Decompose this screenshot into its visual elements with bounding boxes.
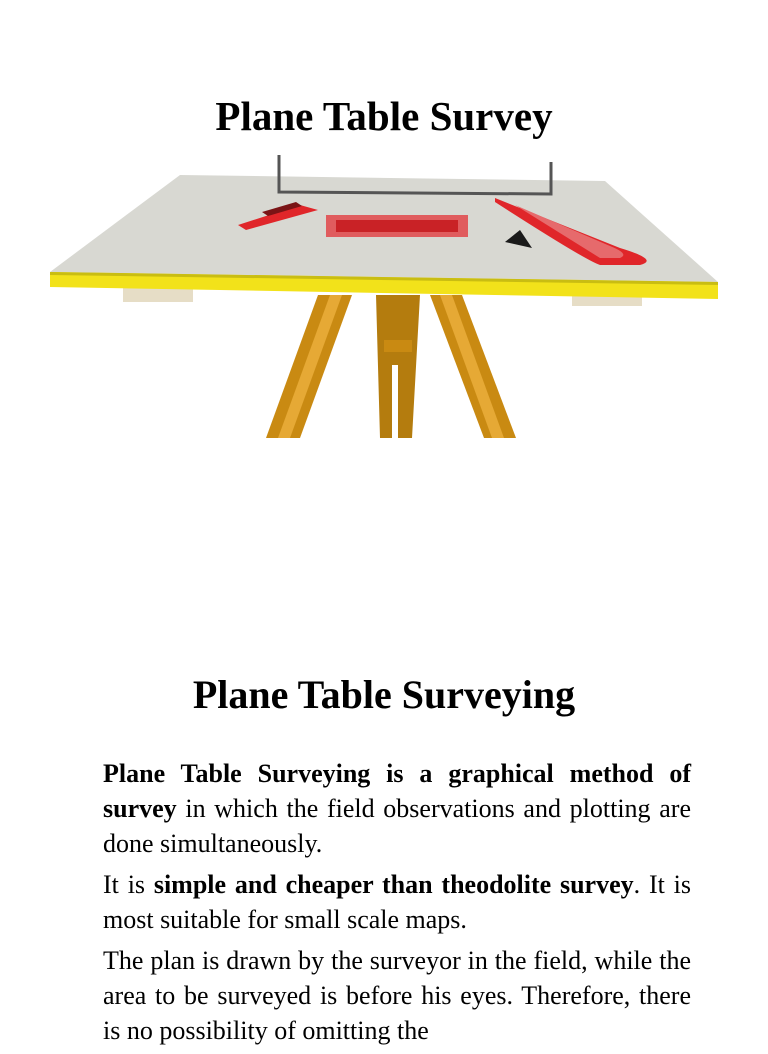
definition-bold: Plane Table Surveying is a graphical method of survey (103, 759, 691, 823)
plan-text: The plan is drawn by the surveyor in the field, while the area to be surveyed is before his eyes. Therefore, there is no possibility of omitting the (103, 946, 691, 1045)
slide-title: Plane Table Survey (215, 93, 553, 139)
cost-bold: simple and cheaper than theodolite survey (153, 870, 634, 899)
tripod-legs (266, 295, 516, 438)
board-foot-left (123, 288, 193, 302)
paragraph-definition (103, 756, 691, 861)
cost-text-start: It is (103, 870, 154, 899)
cost-text-end: . It is most suitable for small scale maps. (103, 870, 691, 934)
plane-table-drawing (0, 150, 768, 450)
definition-text: in which the field observations and plotting are done simultaneously. (103, 794, 691, 858)
paragraph-plan (103, 943, 691, 1048)
body-text (103, 756, 691, 1054)
section-title: Plane Table Surveying (192, 672, 576, 717)
plane-table-illustration (0, 150, 768, 450)
paragraph-cost (103, 867, 691, 937)
